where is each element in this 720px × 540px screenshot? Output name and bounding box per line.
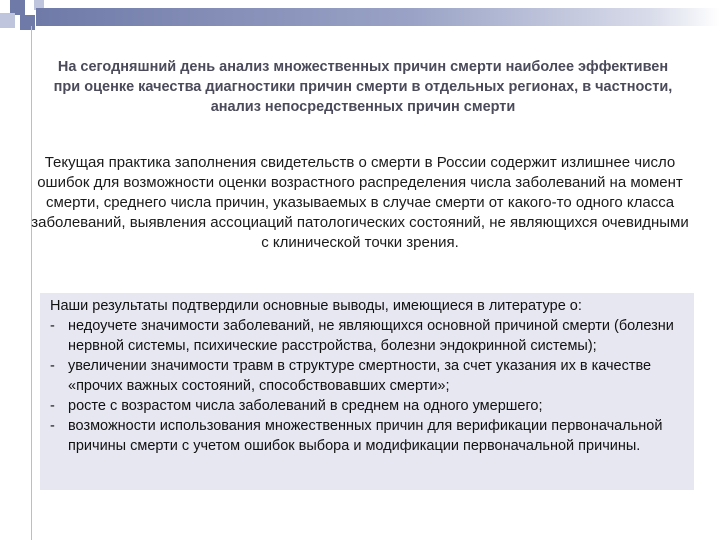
results-box [40,293,694,490]
list-item-text: недоучете значимости заболеваний, не являющихся основной причиной смерти (болезни нервной системы, психические расстройства, болезни эндокринной системы); [68,318,674,354]
list-item [50,396,690,416]
list-item [50,416,690,456]
dash-marker: - [50,418,55,434]
dash-marker: - [50,318,55,334]
left-divider-line [31,26,32,540]
body-paragraph: Текущая практика заполнения свидетельств о смерти в России содержит излишнее число ошибок для возможности оценки возрастного распределения числа заболеваний на момент смерти, среднего числа причин, указываемых в случае смерти от какого-то одного класса заболеваний, выявления ассоциаций патологических состояний, не являющихся очевидными с клинической точки зрения. [31,154,689,251]
list-item [50,316,690,356]
results-content [50,296,690,456]
list-item-text: увеличении значимости травм в структуре смертности, за счет указания их в качестве «прочих важных состояний, способствовавших смерти»; [68,358,652,394]
list-item [50,356,690,396]
list-item-text: возможности использования множественных причин для верификации первоначальной причины смерти с учетом ошибок выбора и модификации первоначальной причины. [68,418,663,454]
results-list [50,316,690,456]
title-bar-decoration [36,8,720,26]
dash-marker: - [50,358,55,374]
slide-headline: На сегодняшний день анализ множественных причин смерти наиболее эффективен при оценке качества диагностики причин смерти в отдельных регионах, в частности, анализ непосредственных причин смерти [53,59,673,115]
results-intro: Наши результаты подтвердили основные выводы, имеющиеся в литературе о: [50,298,582,314]
corner-square [20,15,35,30]
list-item-text: росте с возрастом числа заболеваний в среднем на одного умершего; [68,398,543,414]
corner-square [0,13,15,28]
dash-marker: - [50,398,55,414]
